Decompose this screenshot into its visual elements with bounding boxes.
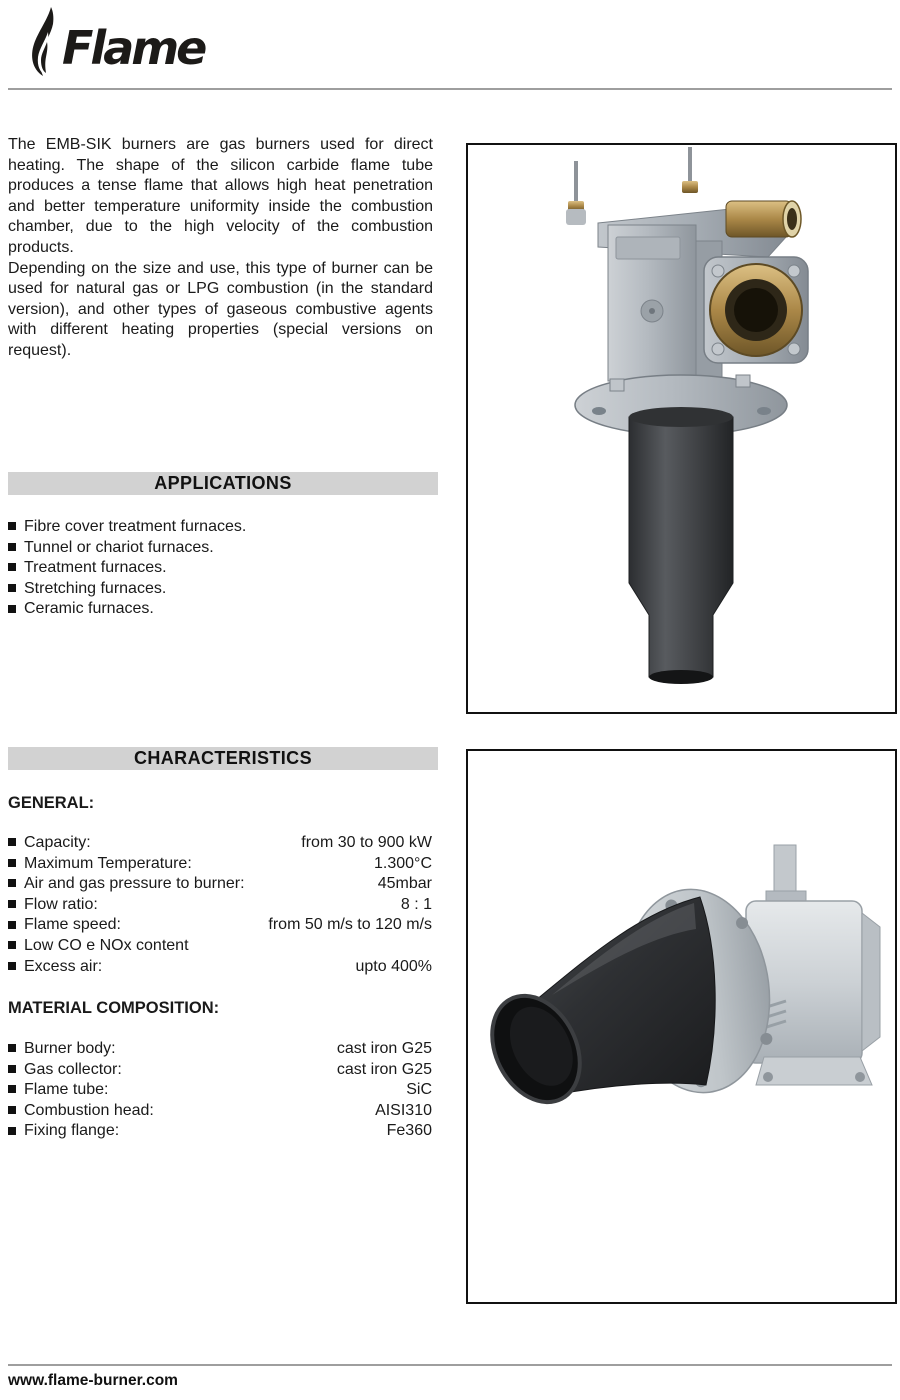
spec-value: 8 : 1 [400,895,432,913]
spec-label: Excess air: [24,957,103,975]
bullet-square-icon [8,941,16,949]
bullet-square-icon [8,605,16,613]
spec-value: SiC [406,1081,432,1099]
bullet-square-icon [8,1044,16,1052]
material-spec-list [8,1039,432,1142]
electrode-pin [574,161,578,205]
flange-bolt [788,343,800,355]
bullet-square-icon [8,962,16,970]
pipe-bore [787,208,797,230]
foot-bolt [855,1072,865,1082]
bullet-square-icon [8,563,16,571]
spec-label: Capacity: [24,834,91,851]
spec-value: from 30 to 900 kW [301,834,432,851]
spec-label: Fixing flange: [24,1122,120,1140]
electrode-nut [682,181,698,193]
flange-bolt [788,265,800,277]
footer-divider [8,1364,892,1366]
spec-label: Low CO e NOx content [24,936,189,954]
bullet-square-icon [8,522,16,530]
flame-tube [629,417,733,677]
flange-bolt-head [610,379,624,391]
spec-row [8,895,432,916]
air-port-depth [734,288,778,332]
applications-header: APPLICATIONS [8,472,438,495]
spec-row [8,915,432,936]
spec-row [8,1039,432,1060]
general-spec-list [8,833,432,977]
nameplate [616,237,680,259]
spec-label: Gas collector: [24,1060,122,1078]
flange-hole [592,407,606,415]
bullet-square-icon [8,1085,16,1093]
list-item [8,558,433,579]
spec-row [8,833,432,854]
spec-label: Burner body: [24,1040,116,1057]
horizontal-burner-illustration [468,751,895,1302]
spec-label: Air and gas pressure to burner: [24,875,245,893]
general-heading: GENERAL: [8,794,95,812]
flange-bolt [712,343,724,355]
bullet-square-icon [8,543,16,551]
spec-label: Combustion head: [24,1101,154,1119]
bullet-square-icon [8,900,16,908]
gas-inlet-pipe [726,201,792,237]
flame-tube-tip [649,670,713,684]
bullet-square-icon [8,584,16,592]
flange-hole [757,407,771,415]
spec-value: upto 400% [355,957,432,975]
motor-top-bracket [774,845,796,897]
material-heading: MATERIAL COMPOSITION: [8,999,220,1017]
spec-label: Flame speed: [24,916,121,934]
applications-list [8,517,433,620]
bullet-square-icon [8,1065,16,1073]
motor-end-cap [862,913,880,1051]
characteristics-header: CHARACTERISTICS [8,747,438,770]
motor-foot [756,1057,872,1085]
list-item-label: Ceramic furnaces. [24,600,154,618]
list-item [8,538,433,559]
spec-value: Fe360 [386,1122,432,1140]
spec-row [8,1080,432,1101]
bullet-square-icon [8,879,16,887]
spec-row [8,1060,432,1081]
bullet-square-icon [8,859,16,867]
spec-label: Maximum Temperature: [24,854,192,872]
electrode-base [566,209,586,225]
burner-photo-horizontal [466,749,897,1304]
flame-logo [26,6,206,82]
burner-photo-vertical [466,143,897,714]
flame-logo-graphic [26,6,206,82]
foot-bolt [763,1072,773,1082]
list-item-label: Treatment furnaces. [24,559,167,577]
intro-paragraph-1: The EMB-SIK burners are gas burners used for direct heating. The shape of the silicon carbide flame tube produces a tense flame that allows high heat penetration and better temperature uniformity inside the combustion chamber, due to the high velocity of the combustion products. [8,136,433,256]
list-item [8,579,433,600]
spec-value: 1.300°C [374,854,432,872]
flame-tube-top [629,407,733,427]
bullet-square-icon [8,838,16,846]
bullet-square-icon [8,1106,16,1114]
spec-value: AISI310 [375,1101,432,1119]
spec-row [8,874,432,895]
bullet-square-icon [8,1127,16,1135]
spec-row [8,1101,432,1122]
vertical-burner-illustration [468,145,895,712]
spec-label: Flame tube: [24,1081,109,1099]
bullet-square-icon [8,921,16,929]
spec-value: cast iron G25 [336,1040,432,1057]
list-item-label: Fibre cover treatment furnaces. [24,518,247,535]
list-item-label: Tunnel or chariot furnaces. [24,538,214,556]
logo-text: Flame [62,21,205,75]
list-item [8,517,433,538]
body-boss-center [649,308,655,314]
spec-value: from 50 m/s to 120 m/s [268,916,432,934]
spec-row [8,1121,432,1142]
list-item-label: Stretching furnaces. [24,579,167,597]
spec-row [8,936,432,957]
flange-bolt-head [736,375,750,387]
flame-icon [32,7,53,76]
spec-value: cast iron G25 [336,1060,432,1078]
flange-bolt [712,265,724,277]
spec-label: Flow ratio: [24,895,98,913]
website-url: www.flame-burner.com [8,1372,178,1389]
spec-value: 45mbar [377,875,432,893]
intro-paragraph-2: Depending on the size and use, this type of burner can be used for natural gas or LPG combustion (in the standard version), and other types of gaseous combustive agents with different heating properties (special versions on request). [8,259,433,359]
spec-row [8,957,432,978]
intro-section [8,135,433,362]
spec-row [8,854,432,875]
header-divider [8,88,892,90]
list-item [8,599,433,620]
